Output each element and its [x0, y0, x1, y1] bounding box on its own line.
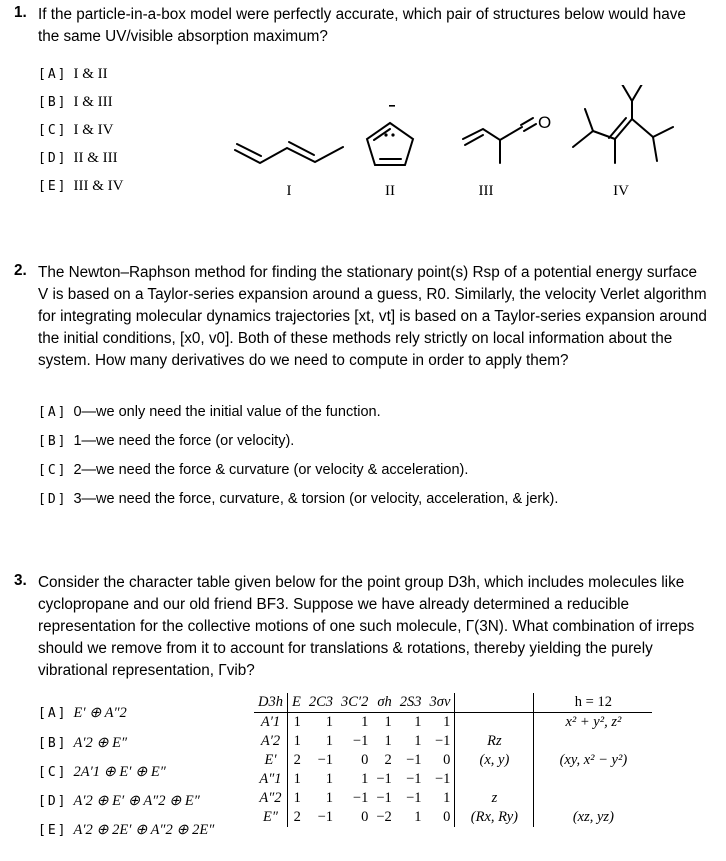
table-header-cell: h = 12: [534, 693, 653, 713]
table-header-cell: E: [287, 693, 304, 713]
structure-iv-drawing: [573, 85, 673, 163]
structure-label-i: I: [286, 183, 292, 199]
character-table-header: [254, 693, 652, 713]
q2-choice-c[interactable]: [C] 2—we need the force & curvature (or velocity & acceleration).: [38, 462, 469, 478]
table-row: A′1 1 1 1 1 1 1 x² + y², z²: [254, 713, 652, 733]
table-header-cell: σh: [372, 693, 395, 713]
q1-choice-d[interactable]: [D] II & III: [38, 150, 118, 166]
q2-text: The Newton–Raphson method for finding the stationary point(s) Rsp of a potential energy surface V is based on a Taylor-series expansion around a guess, R0. Similarly, the velocity Verlet algorithm for integrating molecular dynamics trajectories [xt, vt] is based on a Taylor-series expansion around the initial conditions, [x0, v0]. Both of these methods rely strictly on local information about the system. How many derivatives do we need to compute in order to apply them?: [38, 264, 707, 369]
character-table: [254, 693, 652, 827]
q2-choice-a[interactable]: [A] 0—we only need the initial value of the function.: [38, 404, 381, 420]
q3-choice-d[interactable]: [D] A′2 ⊕ E′ ⊕ A″2 ⊕ E″: [38, 793, 200, 809]
table-row: A″2 1 1 −1 −1 −1 1 z: [254, 789, 652, 808]
q3-choice-c[interactable]: [C] 2A′1 ⊕ E′ ⊕ E″: [38, 764, 166, 780]
q1-number: 1.: [14, 4, 27, 21]
table-header-cell: 2C3: [305, 693, 337, 713]
table-row: E″ 2 −1 0 −2 1 0 (Rx, Ry) (xz, yz): [254, 808, 652, 827]
table-header-cell: 3C′2: [337, 693, 372, 713]
q1-choice-c[interactable]: [C] I & IV: [38, 122, 114, 138]
table-row: A″1 1 1 1 −1 −1 −1: [254, 770, 652, 789]
structure-label-ii: II: [385, 183, 395, 199]
table-row: E′ 2 −1 0 2 −1 0 (x, y) (xy, x² − y²): [254, 751, 652, 770]
table-header-cell: 3σv: [426, 693, 455, 713]
q3-choice-e[interactable]: [E] A′2 ⊕ 2E′ ⊕ A″2 ⊕ 2E″: [38, 822, 215, 838]
table-row: A′2 1 1 −1 1 1 −1 Rz: [254, 732, 652, 751]
q1-text: If the particle-in-a-box model were perfectly accurate, which pair of structures below would have the same UV/visible absorption maximum?: [38, 6, 686, 45]
q1-choice-e[interactable]: [E] III & IV: [38, 178, 124, 194]
q1-choice-b[interactable]: [B] I & III: [38, 94, 113, 110]
q3-number: 3.: [14, 572, 27, 589]
structure-label-iv: IV: [613, 183, 629, 199]
structure-iii-drawing: [463, 118, 536, 163]
structure-i-drawing: [235, 142, 343, 163]
q3-text: Consider the character table given below for the point group D3h, which includes molecules like cyclopropane and our old friend BF3. Suppose we have already determined a reducible representation for the collective motions of one such molecule, Γ(3N). What combination of irreps should we remove from it to account for translations & rotations, thereby yielding the purely vibrational representation, Γvib?: [38, 574, 695, 679]
table-header-cell: D3h: [254, 693, 287, 713]
q1-choice-a[interactable]: [A] I & II: [38, 66, 108, 82]
q2-choice-b[interactable]: [B] 1—we need the force (or velocity).: [38, 433, 295, 449]
oxygen-label: O: [538, 113, 552, 132]
structure-label-iii: III: [478, 183, 494, 199]
table-header-cell: [455, 693, 534, 713]
q3-choice-a[interactable]: [A] E′ ⊕ A″2: [38, 705, 127, 721]
q2-choice-d[interactable]: [D] 3—we need the force, curvature, & torsion (or velocity, acceleration, & jerk).: [38, 491, 559, 507]
table-header-cell: 2S3: [396, 693, 426, 713]
q1-structures: [225, 85, 705, 185]
q3-choice-b[interactable]: [B] A′2 ⊕ E″: [38, 735, 128, 751]
q2-number: 2.: [14, 262, 27, 279]
structure-ii-drawing: [367, 123, 413, 165]
